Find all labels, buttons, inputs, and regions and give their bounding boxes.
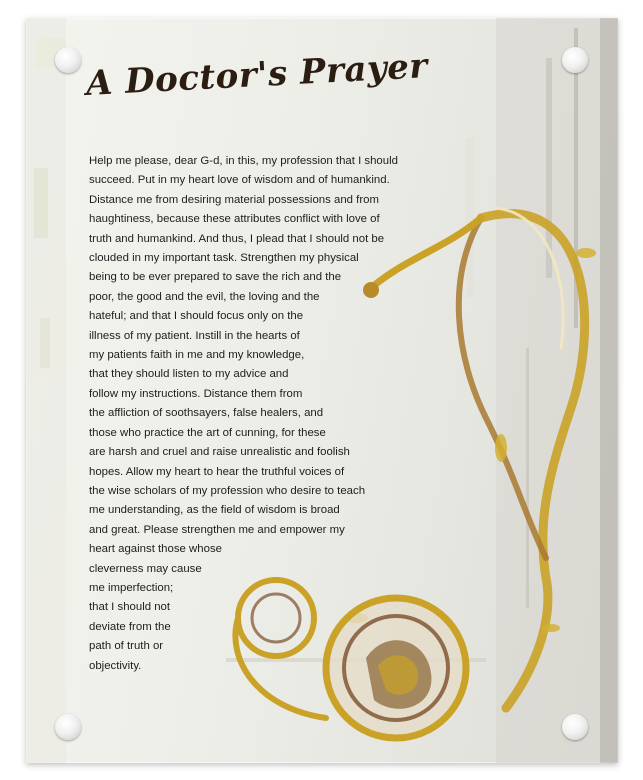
prayer-line: deviate from the	[89, 620, 171, 633]
standoff-screw-bottom-left	[55, 714, 81, 740]
prayer-line: poor, the good and the evil, the loving and the	[89, 290, 320, 303]
prayer-line: hopes. Allow my heart to hear the truthful voices of	[89, 465, 345, 478]
prayer-line: me imperfection;	[89, 581, 174, 594]
prayer-line: those who practice the art of cunning, for these	[89, 426, 326, 439]
standoff-screw-bottom-right	[562, 714, 588, 740]
prayer-line: cleverness may cause	[89, 562, 202, 575]
prayer-line: that I should not	[89, 601, 171, 614]
prayer-line: the affliction of soothsayers, false healers, and	[89, 407, 324, 420]
prayer-title: A Doctor's Prayer	[84, 46, 429, 104]
prayer-line: being to be ever prepared to save the rich and the	[89, 271, 342, 284]
prayer-line: that they should listen to my advice and	[89, 368, 289, 381]
prayer-line: succeed. Put in my heart love of wisdom and of humankind.	[89, 174, 390, 187]
prayer-line: hateful; and that I should focus only on the	[89, 310, 304, 323]
prayer-line: and great. Please strengthen me and empower my	[89, 523, 345, 536]
prayer-line: Help me please, dear G-d, in this, my profession that I should	[89, 155, 398, 167]
prayer-line: the wise scholars of my profession who desire to teach	[89, 484, 366, 497]
prayer-line: illness of my patient. Instill in the hearts of	[89, 329, 300, 342]
prayer-line: are harsh and cruel and raise unrealistic and foolish	[89, 446, 350, 459]
prayer-line: truth and humankind. And thus, I plead that I should not be	[89, 232, 385, 245]
acrylic-plaque	[26, 18, 618, 763]
prayer-line: follow my instructions. Distance them from	[89, 387, 303, 400]
prayer-line: my patients faith in me and my knowledge,	[89, 349, 305, 362]
standoff-screw-top-right	[562, 47, 588, 73]
prayer-line: me understanding, as the field of wisdom is broad	[89, 504, 340, 517]
prayer-line: path of truth or	[89, 640, 164, 653]
prayer-line: haughtiness, because these attributes conflict with love of	[89, 213, 380, 226]
prayer-body	[89, 152, 509, 676]
standoff-screw-top-left	[55, 47, 81, 73]
prayer-line: clouded in my important task. Strengthen my physical	[89, 252, 359, 265]
prayer-line: Distance me from desiring material possessions and from	[89, 193, 379, 206]
prayer-line: objectivity.	[89, 659, 142, 672]
prayer-line: heart against those whose	[89, 543, 222, 556]
